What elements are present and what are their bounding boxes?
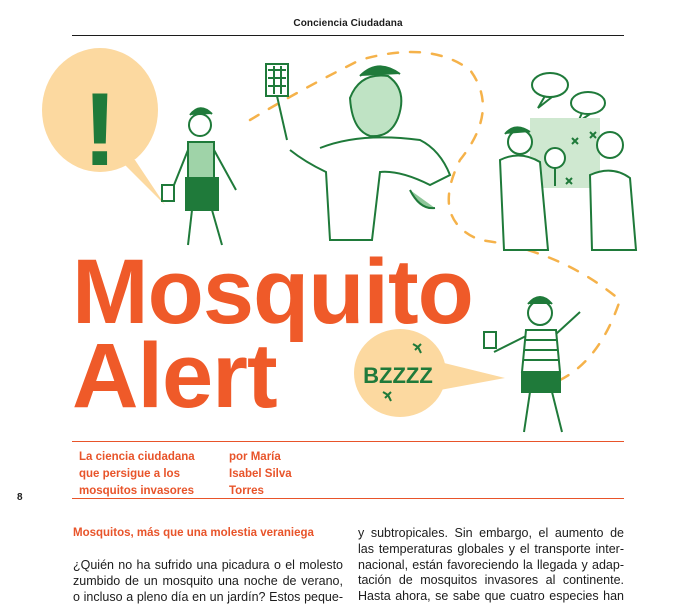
girl-figure [162,108,236,245]
title-line1: Mosquito [72,241,473,343]
exclamation-bubble [42,48,165,205]
section-heading: Mosquitos, más que una molestia veraniega [73,527,314,539]
byline-line: Torres [229,485,264,497]
byline-line: por María [229,451,281,463]
subtitle-line: que persigue a los [79,468,180,480]
article-column-left [73,558,343,605]
page-number: 8 [17,492,23,503]
subtitle-line: mosquitos invasores [79,485,195,497]
section-header: Conciencia Ciudadana [293,18,403,29]
text-line: y subtropicales. Sin embargo, el aumento de [358,526,624,540]
byline-rule [72,498,624,499]
subtitle-line: La ciencia ciudadana [79,451,195,463]
text-line: o incluso a pleno día en un jardín? Estos peque- [73,589,343,604]
title-line2: Alert [72,325,277,427]
text-line: zumbido de un mosquito una noche de verano, [73,573,343,588]
exclamation-mark: ! [82,72,118,188]
article-subtitle [79,449,219,500]
author-byline [229,449,319,500]
byline-line: Isabel Silva [229,468,292,480]
man-swatter-figure [266,64,450,240]
article-column-right [358,526,624,605]
text-line: Hasta ahora, se sabe que cuatro especies han [358,589,624,604]
scientists-figure [500,73,636,250]
text-line: nacional, están favoreciendo la llegada y adap- [358,557,624,572]
boy-figure [484,297,580,432]
text-line: las temperaturas globales y el transporte inter- [358,541,624,556]
text-line: ¿Quién no ha sufrido una picadura o el molesto [73,558,343,572]
title-rule [72,441,624,442]
text-line: tación de mosquitos invasores al continente. [358,573,624,588]
buzz-text: BZZZZ [363,363,433,388]
